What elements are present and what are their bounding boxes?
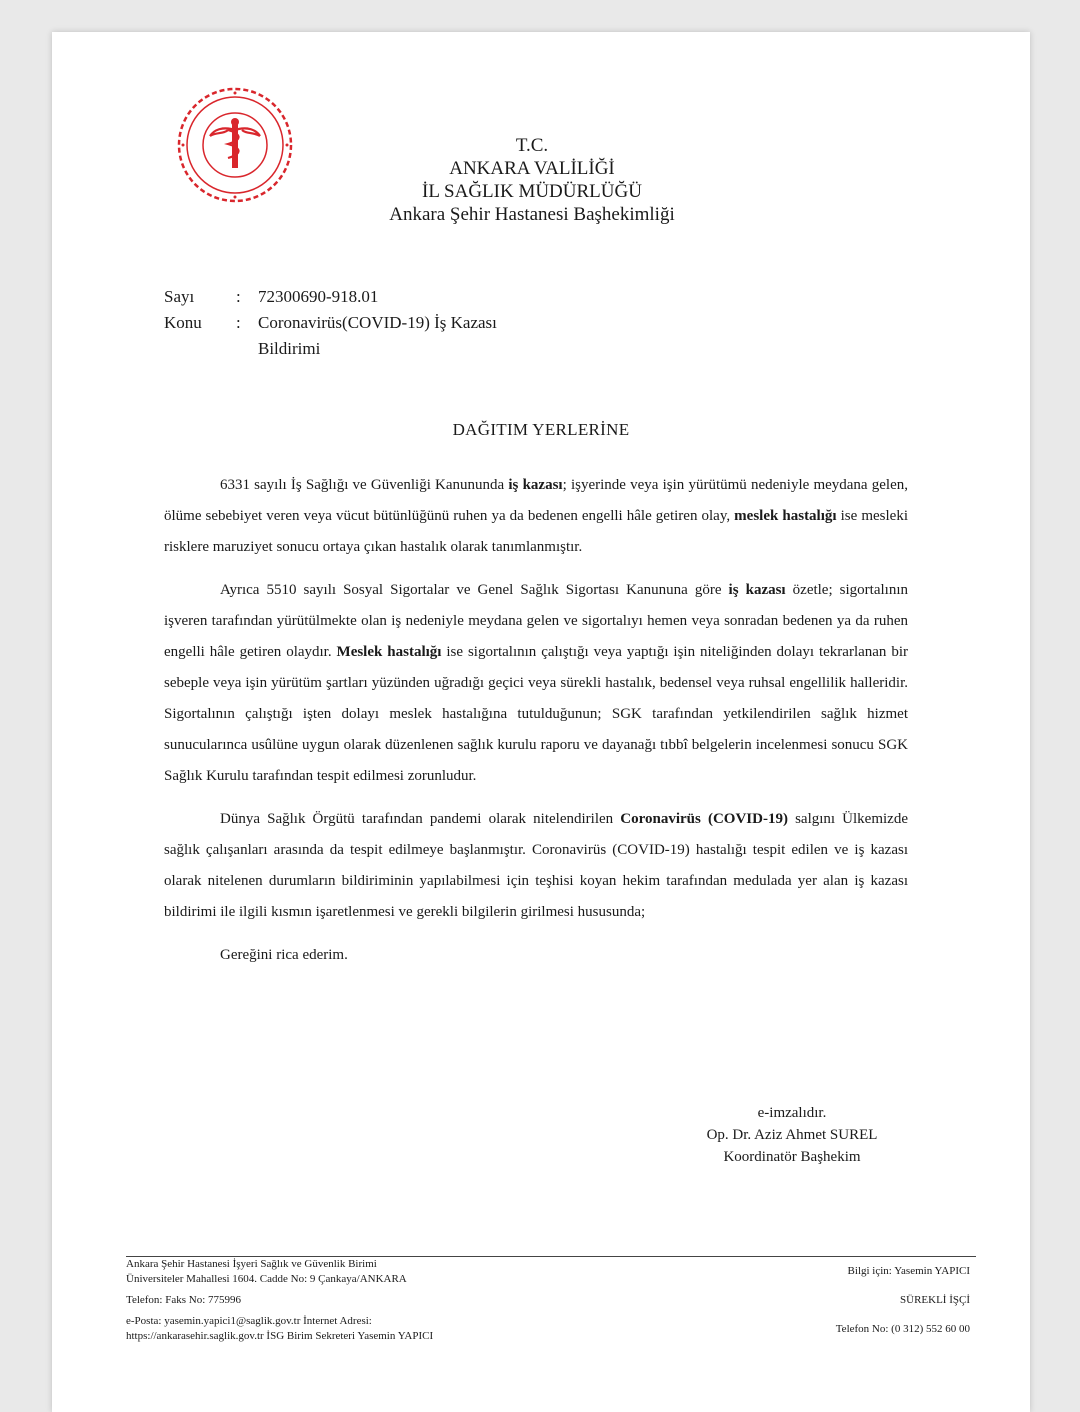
- footer-info-phone: Telefon No: (0 312) 552 60 00: [835, 1323, 970, 1335]
- header-governorship: ANKARA VALİLİĞİ: [449, 158, 615, 179]
- footer-info-contact: Bilgi için: Yasemin YAPICI: [847, 1265, 970, 1277]
- paragraph-2: Ayrıca 5510 sayılı Sosyal Sigortalar ve Genel Sağlık Sigortası Kanununa göre iş kazası özetle; sigortalının işveren tarafından yürütülmekte olan iş nedeniyle meydana gelen ve sigortalıyı hemen veya sonradan bedenen ya da ruhen engelli hâle getiren olaydır. Meslek hastalığı ise sigortalının çalıştığı veya yaptığı işin niteliğinden dolayı tekrarlanan bir sebeple veya işin yürütüm şartları yüzünden uğradığı geçici veya sürekli hastalık, bedensel veya ruhsal engellilik halleridir. Sigortalının çalıştığı işten dolayı meslek hastalığına tutulduğunun; SGK tarafından yetkilendirilen sağlık hizmet sunucularınca usûlüne uygun olarak düzenlenen sağlık kurulu raporu ve dayanağı tıbbî belgelerin incelenmesi sonucu SGK Sağlık Kurulu tarafından tespit edilmesi zorunludur.: [164, 582, 909, 784]
- closing-line: Gereğini rica ederim.: [220, 947, 348, 963]
- signer-title: Koordinatör Başhekim: [723, 1149, 861, 1165]
- document-meta: [164, 284, 558, 362]
- signer-name: Op. Dr. Aziz Ahmet SUREL: [706, 1127, 878, 1143]
- paragraph-1: 6331 sayılı İş Sağlığı ve Güvenliği Kanununda iş kazası; işyerinde veya işin yürütümü nedeniyle meydana gelen, ölüme sebebiyet veren veya vücut bütünlüğünü ruhen ya da bedenen engelli hâle getiren olay, meslek hastalığı ise mesleki risklere maruziyet sonucu ortaya çıkan hastalık olarak tanımlanmıştır.: [164, 477, 908, 555]
- paragraph-3: Dünya Sağlık Örgütü tarafından pandemi olarak nitelendirilen Coronavirüs (COVID-19) salgını Ülkemizde sağlık çalışanları arasında da tespit edilmeye başlanmıştır. Coronavirüs (COVID-19) hastalığı tespit edilen ve iş kazası olarak nitelenen durumların bildiriminin yapılabilmesi için teşhisi koyan hekim tarafından medulada yer alan iş kazası bildirimi ile ilgili kısmın işaretlenmesi ve gerekli bilgilerin girilmesi hususunda;: [164, 811, 908, 920]
- header-tc: T.C.: [515, 135, 549, 156]
- header-hospital: Ankara Şehir Hastanesi Başhekimliği: [389, 204, 675, 225]
- signature-block: [692, 1102, 892, 1168]
- header-directorate: İL SAĞLIK MÜDÜRLÜĞÜ: [422, 181, 642, 202]
- footer-phone: Telefon: Faks No: 775996: [126, 1294, 242, 1306]
- footer-website: https://ankarasehir.saglik.gov.tr İSG Birim Sekreteri Yasemin YAPICI: [126, 1330, 434, 1342]
- sayi-colon: :: [236, 287, 241, 306]
- document-page: [52, 32, 1030, 1412]
- konu-value: Coronavirüs(COVID-19) İş Kazası: [258, 313, 497, 332]
- footer-email: e-Posta: yasemin.yapici1@saglik.gov.tr İnternet Adresi:: [126, 1315, 372, 1327]
- konu-label: Konu: [164, 313, 202, 332]
- letter-body: [164, 470, 908, 983]
- konu-colon: :: [236, 313, 241, 332]
- footer-unit: Ankara Şehir Hastanesi İşyeri Sağlık ve Güvenlik Birimi: [126, 1258, 377, 1270]
- distribution-heading: DAĞITIM YERLERİNE: [452, 420, 630, 439]
- bold-is-kazasi-2: iş kazası: [728, 582, 786, 598]
- konu-value-cont: Bildirimi: [258, 339, 321, 358]
- footer-contact: [126, 1257, 433, 1344]
- bold-meslek-hastaligi-2: Meslek hastalığı: [336, 644, 442, 660]
- footer-info: [752, 1264, 970, 1351]
- bold-is-kazasi: iş kazası: [508, 477, 563, 493]
- bold-coronavirus: Coronavirüs (COVID-19): [620, 811, 788, 827]
- sayi-value: 72300690-918.01: [258, 287, 379, 306]
- footer-info-status: SÜREKLİ İŞÇİ: [900, 1294, 970, 1306]
- e-signed-note: e-imzalıdır.: [757, 1105, 827, 1121]
- footer-address: Üniversiteler Mahallesi 1604. Cadde No: 9 Çankaya/ANKARA: [126, 1273, 407, 1285]
- bold-meslek-hastaligi: meslek hastalığı: [734, 508, 837, 524]
- ministry-of-health-seal-icon: [170, 80, 300, 210]
- sayi-label: Sayı: [164, 287, 195, 306]
- letterhead: [352, 134, 712, 226]
